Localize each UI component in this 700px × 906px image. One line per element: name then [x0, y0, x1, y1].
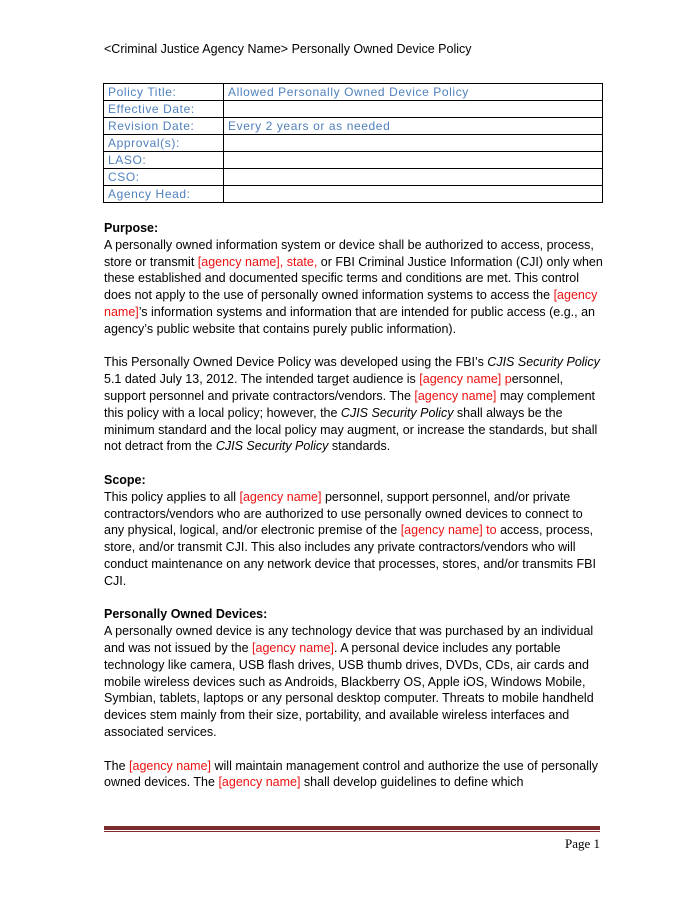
purpose-paragraph-2 — [104, 354, 604, 455]
agency-placeholder: [agency name] p — [419, 372, 512, 387]
agency-head-value — [224, 186, 603, 203]
agency-placeholder: [agency name] — [239, 489, 322, 504]
approvals-value — [224, 135, 603, 152]
agency-placeholder: [agency name] — [252, 640, 335, 655]
text-run: will maintain management control and authorize the use of personally owned devices. The — [104, 758, 599, 790]
scope-paragraph — [104, 489, 604, 590]
text-run: shall always be the minimum standard and the local policy may augment, or increase the standards, but shall not detract from the — [104, 405, 598, 454]
policy-title-value: Allowed Personally Owned Device Policy — [224, 84, 603, 101]
text-run: personnel, support personnel, and/or private contractors/vendors who are authorized to use personally owned devices to connect to any physical, logical, and/or electronic premise of the — [104, 489, 583, 538]
devices-paragraph-1 — [104, 623, 604, 741]
text-run: may complement this policy with a local policy; however, the — [104, 388, 596, 420]
policy-reference: CJIS Security Policy — [215, 439, 329, 454]
approvals-label: Approval(s): — [104, 135, 224, 152]
policy-reference: CJIS Security Policy — [340, 405, 454, 420]
effective-date-label: Effective Date: — [104, 101, 224, 118]
page-number: Page 1 — [564, 836, 600, 851]
text-run: standards. — [328, 439, 391, 454]
text-run: A personally owned device is any technology device that was purchased by an individual and was not issued by the — [104, 624, 594, 655]
cso-label: CSO: — [104, 169, 224, 186]
text-run: A personally owned information system or device shall be authorized to access, process, store or transmit — [104, 237, 594, 269]
table-row — [104, 101, 603, 118]
policy-reference: CJIS Security Policy — [487, 355, 600, 370]
footer-rule — [104, 826, 600, 830]
laso-label: LASO: — [104, 152, 224, 169]
table-row — [104, 186, 603, 203]
text-run: shall develop guidelines to define which — [300, 775, 524, 790]
purpose-paragraph-1 — [104, 237, 604, 338]
text-run: This policy applies to all — [104, 489, 240, 504]
text-run: The — [104, 758, 130, 773]
table-row — [104, 84, 603, 101]
policy-title-label: Policy Title: — [104, 84, 224, 101]
table-row — [104, 135, 603, 152]
cso-value — [224, 169, 603, 186]
laso-value — [224, 152, 603, 169]
agency-placeholder: [agency name] — [104, 288, 598, 319]
purpose-heading: Purpose: — [104, 221, 159, 235]
agency-head-label: Agency Head: — [104, 186, 224, 203]
scope-heading: Scope: — [104, 472, 146, 487]
document-body — [104, 220, 604, 808]
document-header: <Criminal Justice Agency Name> Personally Owned Device Policy — [104, 42, 472, 56]
effective-date-value — [224, 101, 603, 118]
text-run: access, process, store, and/or transmit CJI. This also includes any private contractors/vendors who will conduct maintenance on any network device that processes, stores, and/or transmits FBI CJI. — [104, 523, 596, 588]
text-run: . A personal device includes any portable technology like camera, USB flash drives, USB thumb drives, DVDs, CDs, air cards and mobile wireless devices such as Androids, Blackberry OS, Apple iOS, Windows Mobile, Symbian, tablets, laptops or any personal desktop computer. Threats to mobile handheld devices stem mainly from their size, portability, and available wireless interfaces and associated services. — [104, 640, 594, 739]
table-row — [104, 152, 603, 169]
devices-heading: Personally Owned Devices: — [104, 607, 268, 622]
agency-placeholder: [agency name], state, — [197, 254, 318, 269]
footer-rule-thin — [104, 831, 600, 832]
text-run: ersonnel, support personnel and private contractors/vendors. The — [104, 372, 564, 403]
agency-placeholder: [agency name] — [129, 758, 212, 773]
text-run: or FBI Criminal Justice Information (CJI) only when these established and documented specific terms and conditions are met. This control does not apply to the use of personally owned information systems to access the — [104, 254, 603, 303]
revision-date-label: Revision Date: — [104, 118, 224, 135]
table-row — [104, 118, 603, 135]
text-run: This Personally Owned Device Policy was developed using the FBI’s — [104, 355, 488, 370]
agency-placeholder: [agency name] — [414, 388, 497, 403]
agency-placeholder: [agency name] to — [400, 523, 497, 538]
text-run: 5.1 dated July 13, 2012. The intended target audience is — [104, 372, 420, 387]
policy-metadata-table — [103, 83, 603, 203]
table-row — [104, 169, 603, 186]
revision-date-value: Every 2 years or as needed — [224, 118, 603, 135]
text-run: ’s information systems and information that are intended for public access (e.g., an agency’s public website that contains purely public information). — [104, 304, 596, 336]
agency-placeholder: [agency name] — [218, 775, 301, 790]
devices-paragraph-2 — [104, 758, 604, 792]
